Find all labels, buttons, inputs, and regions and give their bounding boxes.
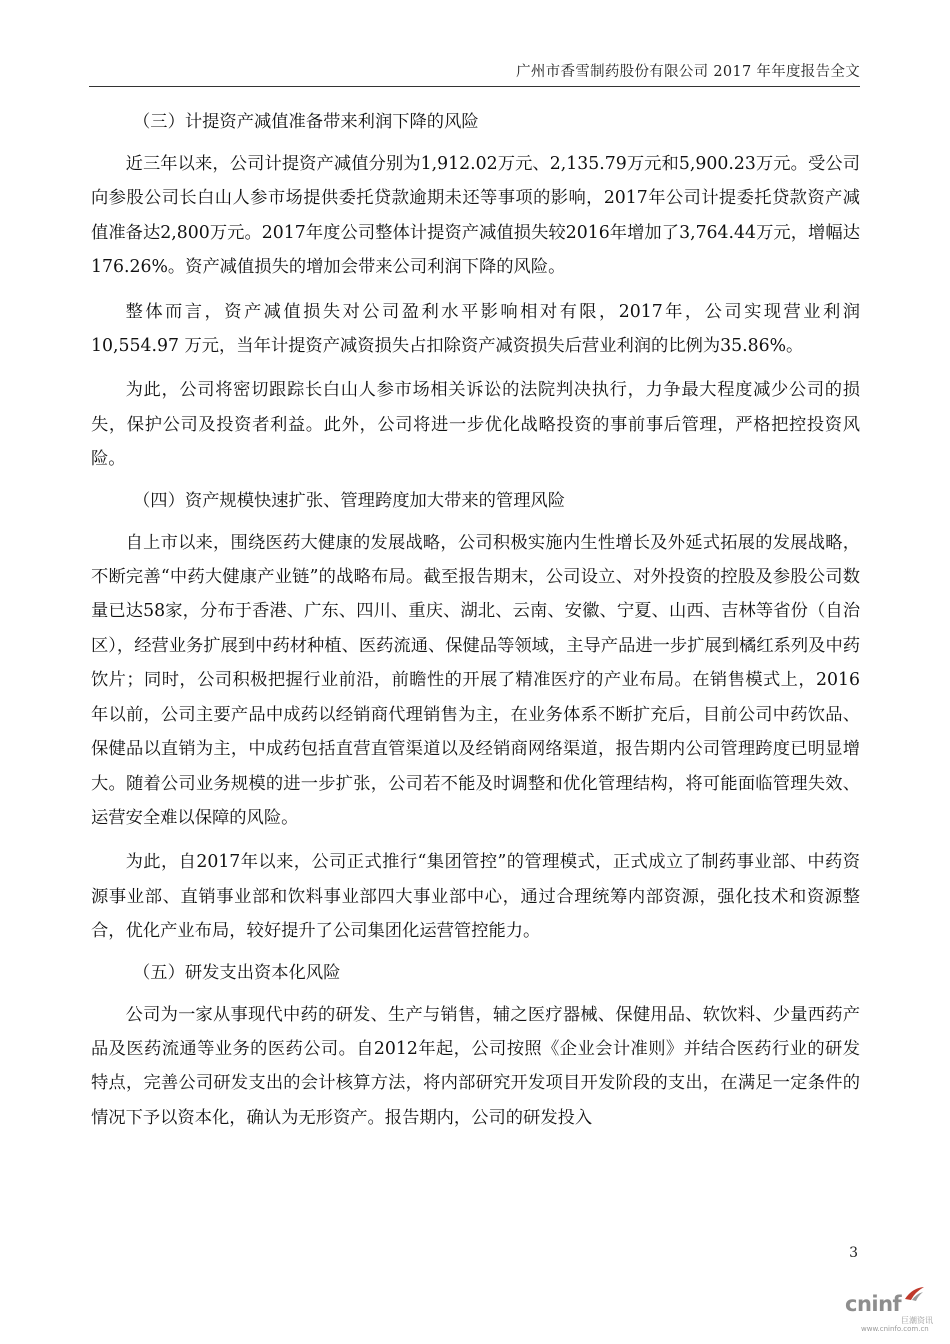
section-4-heading: （四）资产规模快速扩张、管理跨度加大带来的管理风险 (133, 490, 566, 511)
section-4-paragraph-1: 自上市以来，围绕医药大健康的发展战略，公司积极实施内生性增长及外延式拓展的发展战略，不断完善“中药大健康产业链”的战略布局。截至报告期末，公司设立、对外投资的控股及参股公司数量已达58家，分布于香港、广东、四川、重庆、湖北、云南、安徽、宁夏、山西、吉林等省份（自治区），经营业务扩展到中药材种植、医药流通、保健品等领域，主导产品进一步扩展到橘红系列及中药饮片；同时，公司积极把握行业前沿，前瞻性的开展了精准医疗的产业布局。在销售模式上，2016年以前，公司主要产品中成药以经销商代理销售为主，在业务体系不断扩充后，目前公司中药饮品、保健品以直销为主，中成药包括直营直管渠道以及经销商网络渠道，报告期内公司管理跨度已明显增大。随着公司业务规模的进一步扩张，公司若不能及时调整和优化管理结构，将可能面临管理失效、运营安全难以保障的风险。 (91, 532, 861, 828)
section-5-heading: （五）研发支出资本化风险 (133, 962, 341, 983)
section-3-paragraph-3: 为此，公司将密切跟踪长白山人参市场相关诉讼的法院判决执行，力争最大程度减少公司的损失，保护公司及投资者利益。此外，公司将进一步优化战略投资的事前事后管理，严格把控投资风险。 (91, 380, 860, 470)
header-divider (89, 86, 860, 87)
document-body (91, 108, 860, 1145)
section-3-paragraph-2: 整体而言，资产减值损失对公司盈利水平影响相对有限，2017年，公司实现营业利润10,554.97 万元，当年计提资产减资损失占扣除资产减资损失后营业利润的比例为35.86%。 (91, 301, 860, 357)
section-3-heading: （三）计提资产减值准备带来利润下降的风险 (133, 112, 479, 132)
cninfo-logo-text: cninf (845, 1292, 902, 1316)
report-header-title: 广州市香雪制药股份有限公司 2017 年年度报告全文 (516, 64, 860, 80)
cninfo-logo-chinese: 巨潮资讯 (901, 1316, 933, 1325)
page-number: 3 (849, 1245, 858, 1261)
cninfo-swoosh-icon (903, 1286, 925, 1302)
section-4-paragraph-2: 为此，自2017年以来，公司正式推行“集团管控”的管理模式，正式成立了制药事业部、中药资源事业部、直销事业部和饮料事业部四大事业部中心，通过合理统筹内部资源，强化技术和资源整合，优化产业布局，较好提升了公司集团化运营管控能力。 (91, 852, 860, 942)
section-5-paragraph-1: 公司为一家从事现代中药的研发、生产与销售，辅之医疗器械、保健用品、软饮料、少量西药产品及医药流通等业务的医药公司。自2012年起，公司按照《企业会计准则》并结合医药行业的研发特点，完善公司研发支出的会计核算方法，将内部研究开发项目开发阶段的支出，在满足一定条件的情况下予以资本化，确认为无形资产。报告期内，公司的研发投入 (91, 1004, 860, 1128)
cninfo-logo (845, 1286, 941, 1332)
section-3-paragraph-1: 近三年以来，公司计提资产减值分别为1,912.02万元、2,135.79万元和5,900.23万元。受公司向参股公司长白山人参市场提供委托贷款逾期未还等事项的影响，2017年公司计提委托贷款资产减值准备达2,800万元。2017年度公司整体计提资产减值损失较2016年增加了3,764.44万元，增幅达176.26%。资产减值损失的增加会带来公司利润下降的风险。 (91, 154, 860, 278)
cninfo-logo-url: www.cninfo.com.cn (861, 1325, 929, 1333)
